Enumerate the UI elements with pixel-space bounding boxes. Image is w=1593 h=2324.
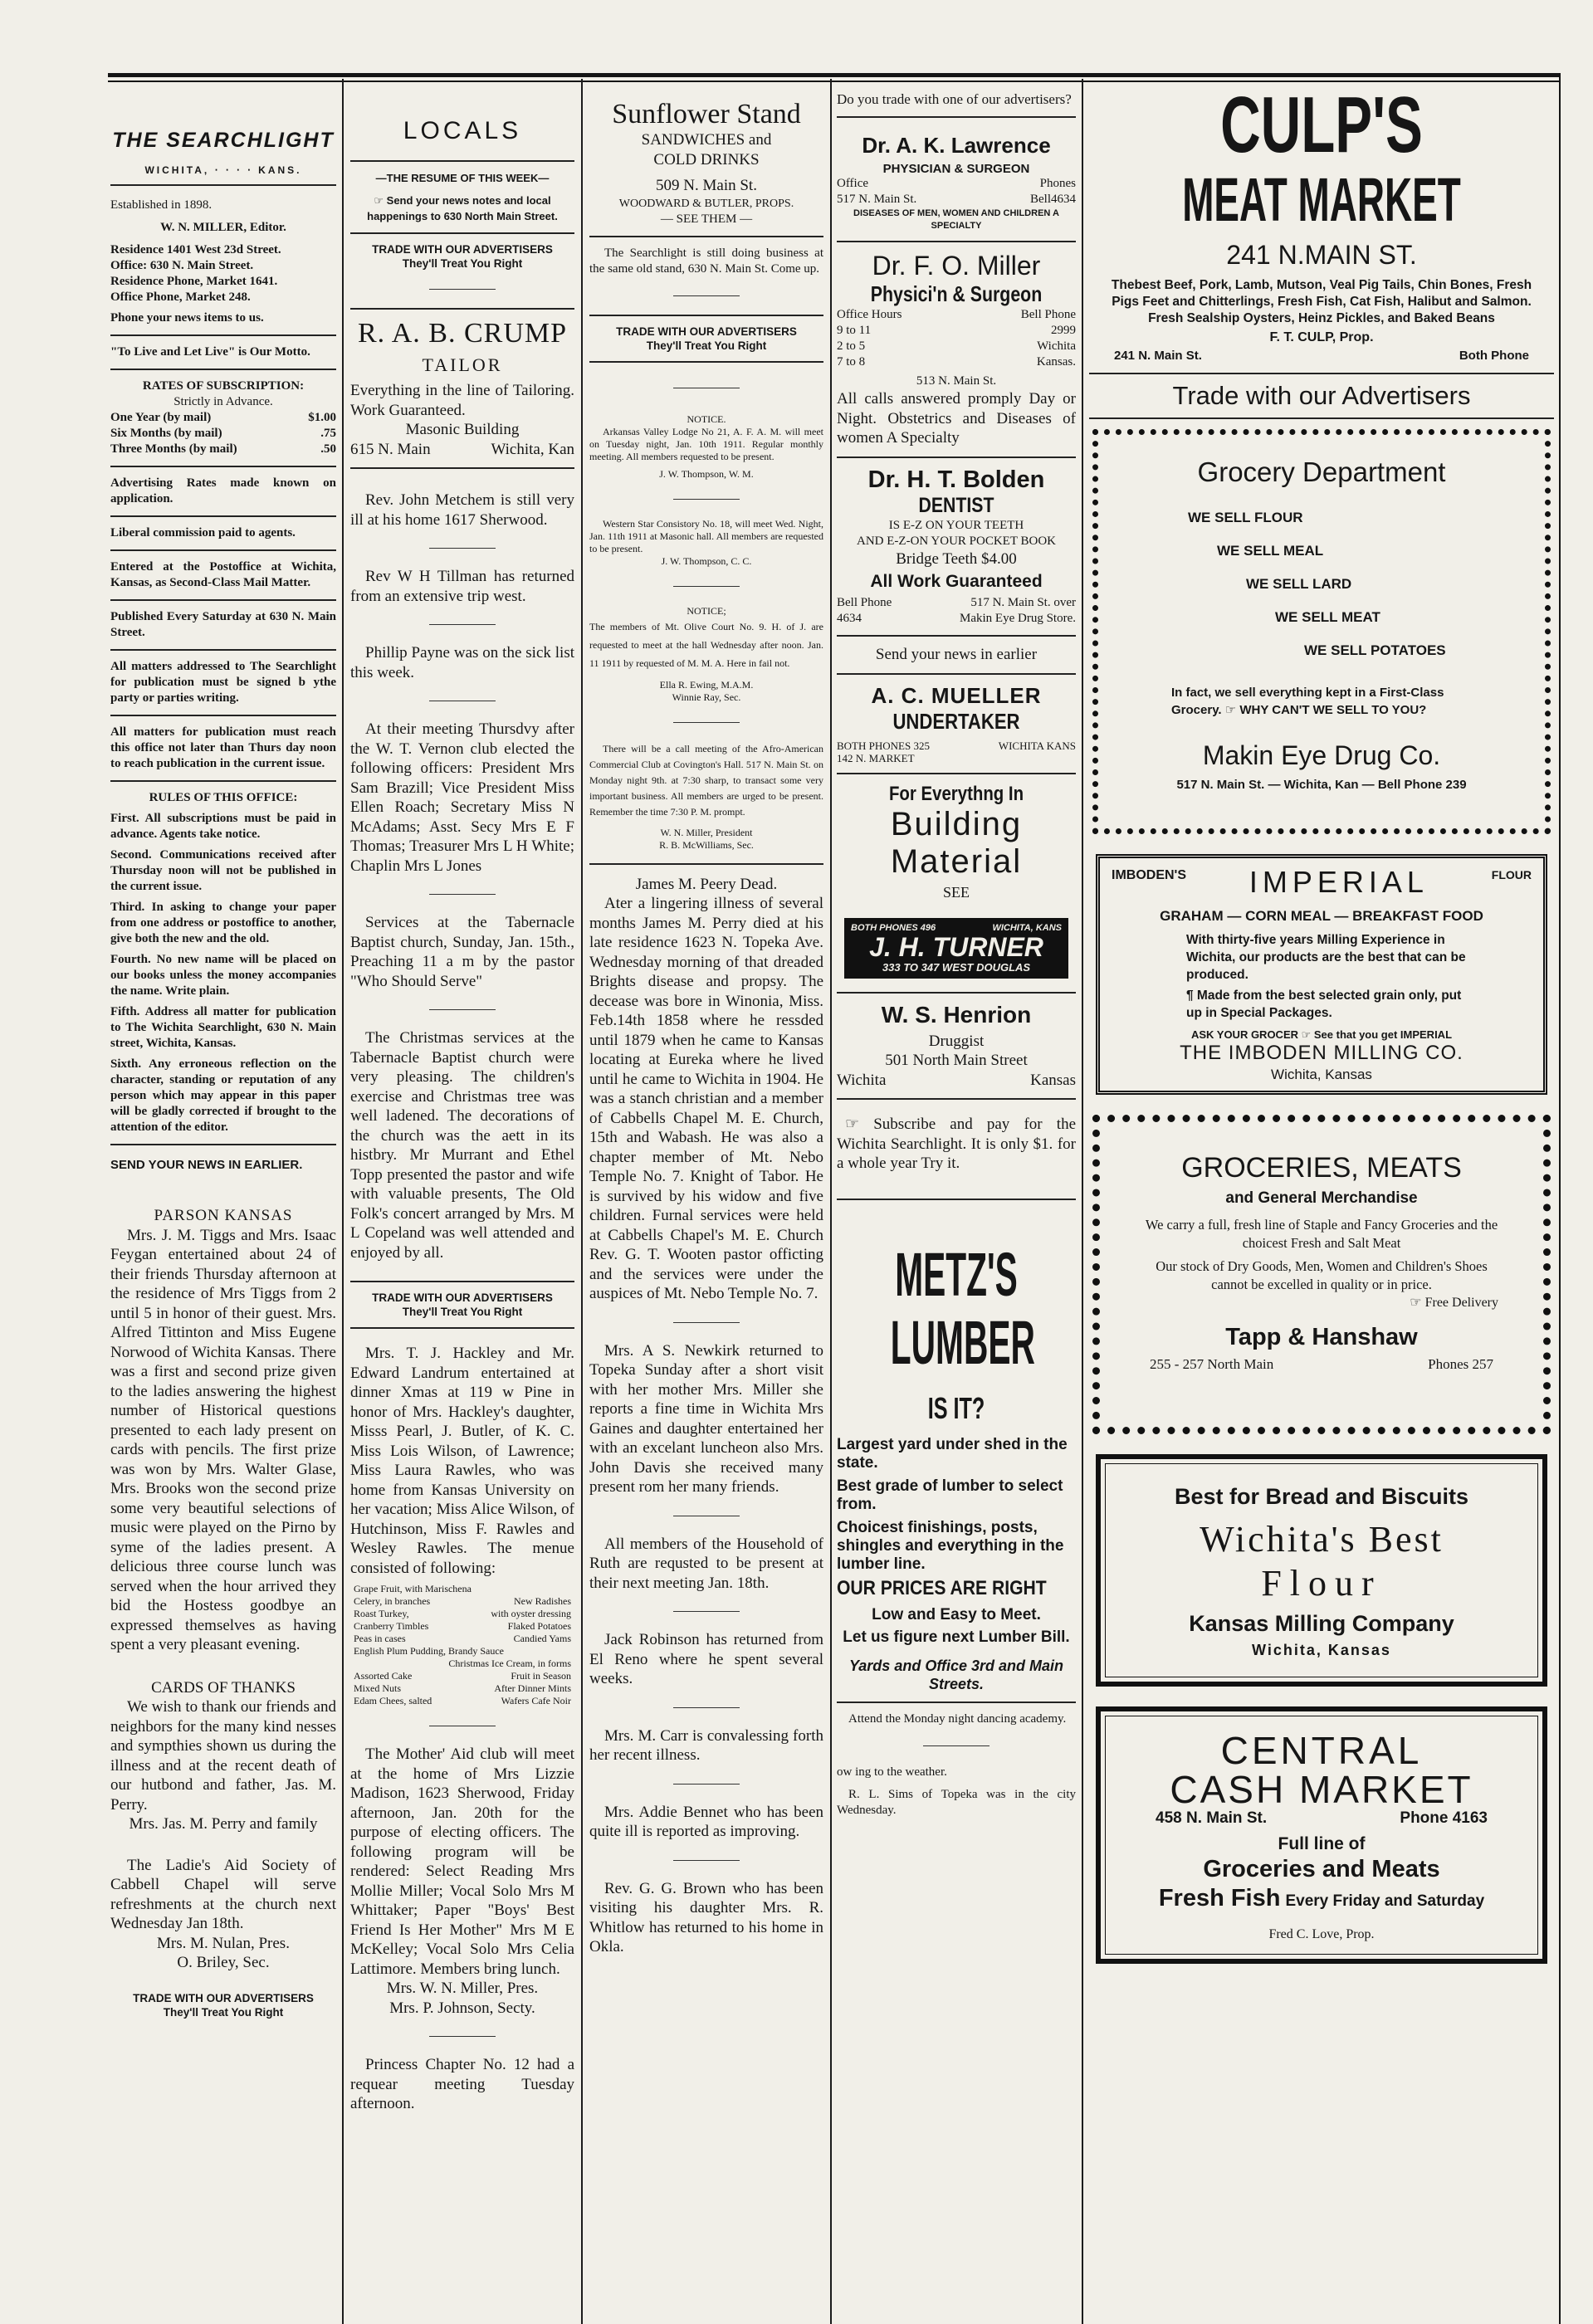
menu-item: Mixed Nuts <box>354 1682 401 1694</box>
trade-notice: TRADE WITH OUR ADVERTISERS They'll Treat You Right <box>133 1991 314 2019</box>
local-item: Phillip Payne was on the sick list this week. <box>350 644 574 681</box>
grocery-item: WE SELL MEAT <box>1275 609 1380 625</box>
mueller-address: 142 N. MARKET <box>837 751 915 764</box>
divider <box>110 466 336 467</box>
local-item: Mrs. Addie Bennet who has been quite ill is reported as improving. <box>589 1803 823 1840</box>
lawrence-title: PHYSICIAN & SURGEON <box>882 162 1030 176</box>
top-rule <box>108 73 1561 77</box>
divider <box>350 467 574 469</box>
column-notices <box>589 79 823 2324</box>
short-rule <box>923 1745 990 1746</box>
culp-prop: F. T. CULP, Prop. <box>1269 330 1374 344</box>
rates-title: RATES OF SUBSCRIPTION: <box>142 379 305 393</box>
divider <box>589 315 823 316</box>
crump-address-row: 615 N. Main Wichita, Kan <box>350 440 574 458</box>
menu-row <box>354 1595 571 1608</box>
trade-question: Do you trade with one of our advertisers? <box>837 91 1072 107</box>
crump-building: Masonic Building <box>405 421 520 438</box>
building-line: For Everythng In <box>888 782 1024 805</box>
makin-name: Makin Eye Drug Co. <box>1202 740 1441 770</box>
imboden-header: IMBODEN'S IMPERIAL FLOUR <box>1112 865 1532 899</box>
column-divider <box>1082 79 1083 2324</box>
divider <box>837 992 1076 994</box>
imboden-line: ¶ Made from the best selected grain only, put up in Special Packages. <box>1186 989 1462 1020</box>
aid-sign: Mrs. M. Nulan, Pres. <box>157 1934 290 1952</box>
short-rule <box>673 1860 740 1861</box>
imboden-city: Wichita, Kansas <box>1271 1067 1372 1082</box>
imboden-line: ASK YOUR GROCER ☞ See that you get IMPERIAL <box>1190 1028 1453 1041</box>
phone-news: Phone your news items to us. <box>110 311 264 325</box>
column-merchants <box>1089 79 1554 2324</box>
weather-fragment: ow ing to the weather. <box>837 1765 947 1779</box>
menu-item: Fruit in Season <box>511 1670 571 1682</box>
divider <box>837 116 1076 118</box>
menu-item: After Dinner Mints <box>494 1682 571 1694</box>
crump-name: R. A. B. CRUMP <box>357 318 568 349</box>
column-divider <box>342 79 344 2324</box>
metz-line: OUR PRICES ARE RIGHT <box>837 1576 1047 1599</box>
crump-body: Everything in the line of Tailoring. Work Guaranteed. <box>350 382 574 419</box>
mueller-row: BOTH PHONES 325 WICHITA KANS <box>837 739 1076 752</box>
grocery-item: WE SELL POTATOES <box>1304 642 1446 658</box>
office-phone: Office Phone, Market 248. <box>110 290 251 304</box>
divider <box>1089 417 1554 419</box>
menu-item: Cranberry Timbles <box>354 1620 429 1632</box>
sunflower-sub: COLD DRINKS <box>653 150 760 168</box>
send-notes: ☞ Send your news notes and local happenings to 630 North Main Street. <box>367 194 558 222</box>
bolden-line: IS E-Z ON YOUR TEETH <box>888 518 1024 532</box>
aid-sign: O. Briley, Sec. <box>177 1954 270 1971</box>
office-address: Office: 630 N. Main Street. <box>110 259 254 272</box>
tapp-row: 255 - 257 North Main Phones 257 <box>1150 1356 1493 1372</box>
rate-row: One Year (by mail) $1.00 <box>110 411 336 424</box>
notice-sign: J. W. Thompson, W. M. <box>659 467 754 480</box>
imboden-company: THE IMBODEN MILLING CO. <box>1180 1042 1464 1064</box>
notice-body: Western Star Consistory No. 18, will meet Wed. Night, Jan. 11th 1911 at Masonic hall. All members are requested to be present. <box>589 517 823 554</box>
rule-item: Sixth. Any erroneous reflection on the character, standing or reputation of any person which may appear in this paper will be gladly corrected if brought to the attention of the editor. <box>110 1057 336 1134</box>
princess-item: Princess Chapter No. 12 had a requear meeting Tuesday afternoon. <box>350 2056 574 2112</box>
metz-title: METZ'S <box>895 1239 1018 1309</box>
menu-item: English Plum Pudding, Brandy Sauce <box>354 1645 504 1657</box>
rates-sub: Strictly in Advance. <box>173 395 273 408</box>
trade-notice: TRADE WITH OUR ADVERTISERS They'll Treat You Right <box>372 1291 553 1318</box>
tapp-delivery: ☞ Free Delivery <box>1410 1296 1498 1310</box>
menu-row <box>354 1658 571 1670</box>
tapp-name: Tapp & Hanshaw <box>1225 1324 1418 1350</box>
kansas-milling-ad <box>1096 1454 1547 1687</box>
miller-row: 2 to 5 Wichita <box>837 339 1076 353</box>
parson-title: PARSON KANSAS <box>154 1207 293 1224</box>
aid-body: The Ladie's Aid Society of Cabbell Chapel will serve refreshments at the church next Wednesday Jan 18th. <box>110 1856 336 1932</box>
milling-line: Best for Bread and Biscuits <box>1174 1484 1469 1509</box>
culp-title: MEAT MARKET <box>1182 165 1461 234</box>
mothers-aid: The Mother' Aid club will meet at the home of Mrs Lizzie Madison, 1623 Sherwood, Friday afternoon, Jan. 20th for the purpose of electing officers. The following program will be rendered: Select Reading Mrs Mollie Miller; Vocal Solo Mrs M Whittaker; Paper "Boys' Best Friend Is Her Mother" Mrs M E McKelley; Vocal Solo Mrs Celia Lattimore. Members bring lunch. <box>350 1745 574 1978</box>
notice-title: NOTICE; <box>687 604 726 617</box>
tapp-line: Our stock of Dry Goods, Men, Women and Children's Shoes cannot be excelled in quality or in price. <box>1156 1258 1488 1292</box>
local-item: Rev. John Metchem is still very ill at his home 1617 Sherwood. <box>350 491 574 529</box>
lawrence-diseases: DISEASES OF MEN, WOMEN AND CHILDREN A SPECIALTY <box>853 208 1059 231</box>
imboden-line: With thirty-five years Milling Experience in Wichita, our products are the best that can be produced. <box>1186 933 1466 982</box>
short-rule <box>673 1707 740 1708</box>
local-item: Rev W H Tillman has returned from an extensive trip west. <box>350 568 574 605</box>
henrion-name: W. S. Henrion <box>881 1001 1032 1028</box>
miller-row: Office Hours Bell Phone <box>837 308 1076 321</box>
menu-item: Candied Yams <box>513 1633 571 1644</box>
matters-notice: All matters for publication must reach this office not later than Thurs day noon to reach publication in the current issue. <box>110 725 336 770</box>
parson-body: Mrs. J. M. Tiggs and Mrs. Isaac Feygan entertained about 24 of their friends Thursday afternoon at the residence of Mrs Tiggs from 2 until 5 in honor of their guest. Mrs. Alfred Tittinton and Miss Eugene Norwood of Wichita Kansas. There was a first and second prize given to the ladies answering the highest number of Historical questions presented to each lady present on cards with pencils. The first prize was won by Mrs. Walter Glase, Mrs. Brooks won the second prize some very beautiful selections of music were played on the Pirno by syme of the ladies present. A delicious three course lunch was served when the hour arrived they bid the Hostess goodbye an expressed themselves as having spent a very pleasant evening. <box>110 1226 336 1653</box>
tapp-title: GROCERIES, MEATS <box>1181 1152 1462 1184</box>
metz-line: Choicest finishings, posts, shingles and everything in the lumber line. <box>837 1518 1064 1573</box>
divider <box>350 160 574 162</box>
metz-line: Best grade of lumber to select from. <box>837 1477 1063 1513</box>
column-divider <box>830 79 832 2324</box>
subscribe-notice: ☞ Subscribe and pay for the Wichita Searchlight. It is only $1. for a whole year Try it. <box>837 1116 1076 1172</box>
grocery-fact: In fact, we sell everything kept in a First-Class Grocery. ☞ WHY CAN'T WE SELL TO YOU? <box>1171 686 1444 717</box>
menu-row <box>354 1670 571 1682</box>
bolden-guarantee: All Work Guaranteed <box>870 572 1043 591</box>
perry-body: Ater a lingering illness of several months James M. Perry died at his late residence 1623 N. Topeka Ave. Wednesday morning of that dreaded Brights disease and propsy. The decease was bore in Winonia, Miss. Feb.14th 1858 where he ressded until 1879 when he came to Kansas locating at Eureka where he lived until he came to Wichita in 1904. He was a stanch christian and a member of Cabbells Chapel M. E. Church, 15th and Wabash. He was also a chapter member of Mt. Nebo Temple No. 7. Knight of Tabor. He is survived by his widow and five children. Furnal services were held at Cabbells Chapel's M. E. Church Rev. G. T. Wooten pastor officting and the services were under the auspices of Mt. Nebo Temple No. 7. <box>589 895 823 1302</box>
short-rule <box>429 894 496 895</box>
menu-row <box>354 1682 571 1695</box>
menu-item: Roast Turkey, <box>354 1608 409 1619</box>
masthead-title: THE SEARCHLIGHT <box>112 129 335 152</box>
menu-item: Grape Fruit, with Marischena <box>354 1583 472 1594</box>
menu-item: New Radishes <box>514 1595 571 1607</box>
bolden-name: Dr. H. T. Bolden <box>867 466 1045 493</box>
short-rule <box>673 1322 740 1323</box>
menu-item: with oyster dressing <box>491 1608 571 1619</box>
divider <box>350 308 574 310</box>
local-item: Jack Robinson has returned from El Reno where he spent several weeks. <box>589 1631 823 1687</box>
short-rule <box>673 295 740 296</box>
column-divider <box>581 79 583 2324</box>
grocery-item: WE SELL MEAL <box>1217 543 1324 559</box>
sunflower-address: 509 N. Main St. <box>656 177 757 194</box>
short-rule <box>429 624 496 625</box>
miller-body: All calls answered promply Day or Night. Obstetrics and Diseases of women A Specialty <box>837 390 1076 447</box>
makin-address: 517 N. Main St. — Wichita, Kan — Bell Phone 239 <box>1176 778 1467 792</box>
milling-line: Kansas Milling Company <box>1189 1611 1454 1636</box>
menu-item: Celery, in branches <box>354 1595 431 1607</box>
divider <box>589 361 823 363</box>
short-rule <box>429 2036 496 2037</box>
sunflower-sub: SANDWICHES and <box>641 131 772 149</box>
henrion-row: Wichita Kansas <box>837 1071 1076 1089</box>
hackley-item: Mrs. T. J. Hackley and Mr. Edward Landrum entertained at dinner Xmas at 119 w Pine in honor of Mrs. Hackley's daughter, Misss Pearl, J. Butler, of K. C. Miss Lois Wilson, of Lawrence; Miss Laura Rawles, who was home from Kansas University on her vacation; Miss Alice Wilson, of Hutchinson, Miss F. Rawles and Wesley Rawles. The menue consisted of following: <box>350 1345 574 1577</box>
local-item: Rev. G. G. Brown who has been visiting his daughter Mrs. R. Whitlow has returned to his home in Okla. <box>589 1879 823 1955</box>
menu-item: Peas in cases <box>354 1633 406 1644</box>
menu-row <box>354 1620 571 1633</box>
metz-title: LUMBER <box>890 1307 1035 1377</box>
turner-logo: BOTH PHONES 496 WICHITA, KANS J. H. TURNER 333 TO 347 WEST DOUGLAS <box>844 918 1068 979</box>
bolden-row: 4634 Makin Eye Drug Store. <box>837 612 1076 625</box>
local-item: The Christmas services at the Tabernacle Baptist church were very pleasing. The children's exercise and Christmas tree was well ladened. The decorations of the church was the aett in its histbry. Mr Murrant and Ethel Topp presented the pastor and wife with valuable presents, The Old Folk's concert arranged by Mrs. M L Copeland was well attended and enjoyed by all. <box>350 1029 574 1262</box>
residence: Residence 1401 West 23d Street. <box>110 243 281 256</box>
divider <box>110 599 336 601</box>
local-item: Services at the Tabernacle Baptist church, Sunday, Jan. 15th., Preaching 11 a m by the pastor "Who Should Serve" <box>350 914 574 990</box>
divider <box>110 649 336 651</box>
crump-trade: TAILOR <box>422 354 503 375</box>
motto: "To Live and Let Live" is Our Motto. <box>110 345 310 359</box>
bolden-title: DENTIST <box>918 493 994 517</box>
lawrence-name: Dr. A. K. Lawrence <box>862 133 1051 158</box>
entered-notice: Entered at the Postoffice at Wichita, Kansas, as Second-Class Mail Matter. <box>110 560 336 589</box>
bolden-row: Bell Phone 517 N. Main St. over <box>837 596 1076 609</box>
column-masthead <box>110 79 336 2324</box>
rule-item: Fifth. Address all matter for publication to The Wichita Searchlight, 630 N. Main street, Wichita, Kansas. <box>110 1005 336 1050</box>
divider <box>350 1281 574 1282</box>
editor: W. N. MILLER, Editor. <box>160 221 286 234</box>
miller-row: 9 to 11 2999 <box>837 324 1076 337</box>
divider <box>837 635 1076 637</box>
rate-row: Three Months (by mail) .50 <box>110 442 336 456</box>
divider <box>110 1144 336 1145</box>
divider <box>110 780 336 782</box>
divider <box>110 549 336 551</box>
building-line: SEE <box>942 883 970 901</box>
send-news-earlier: Send your news in earlier <box>875 646 1038 663</box>
divider <box>110 715 336 716</box>
right-edge-rule <box>1559 73 1561 2324</box>
metz-question: IS IT? <box>927 1390 985 1425</box>
menu-row <box>354 1583 571 1595</box>
locals-title: LOCALS <box>403 117 522 144</box>
short-rule <box>673 722 740 723</box>
henrion-title: Druggist <box>928 1032 985 1050</box>
miller-name: Dr. F. O. Miller <box>872 251 1041 281</box>
tapp-sub: and General Merchandise <box>1225 1189 1418 1207</box>
resume-line: —THE RESUME OF THIS WEEK— <box>375 172 550 184</box>
short-rule <box>429 1009 496 1010</box>
divider <box>110 334 336 336</box>
grocery-title: Grocery Department <box>1197 456 1446 487</box>
short-rule <box>429 289 496 290</box>
sunflower-props: WOODWARD & BUTLER, PROPS. <box>618 197 794 210</box>
notice-sign: Ella R. Ewing, M.A.M. <box>659 678 754 691</box>
residence-phone: Residence Phone, Market 1641. <box>110 275 278 288</box>
grocery-ad <box>1092 429 1551 834</box>
milling-line: Wichita's Best <box>1200 1519 1444 1560</box>
milling-line: Wichita, Kansas <box>1252 1642 1391 1658</box>
culp-row: 241 N. Main St. Both Phone <box>1114 349 1529 363</box>
rule-item: First. All subscriptions must be paid in advance. Agents take notice. <box>110 812 336 841</box>
short-rule <box>673 1611 740 1612</box>
culp-title: CULP'S <box>1220 81 1423 169</box>
mothers-sign: Mrs. P. Johnson, Secty. <box>389 1999 535 2017</box>
divider <box>110 515 336 517</box>
divider <box>110 184 336 186</box>
menu-item: Christmas Ice Cream, in forms <box>448 1658 571 1669</box>
central-prop: Fred C. Love, Prop. <box>1268 1927 1375 1941</box>
cards-sign: Mrs. Jas. M. Perry and family <box>129 1815 318 1833</box>
miller-title: Physici'n & Surgeon <box>870 281 1043 306</box>
miller-row: 7 to 8 Kansas. <box>837 355 1076 369</box>
metz-line: Let us figure next Lumber Bill. <box>843 1628 1070 1646</box>
divider <box>589 863 823 865</box>
divider <box>837 1199 1076 1200</box>
perry-title: James M. Peery Dead. <box>635 875 778 893</box>
central-title: CASH MARKET <box>1170 1768 1473 1811</box>
divider <box>837 456 1076 458</box>
metz-line: Low and Easy to Meet. <box>872 1605 1041 1623</box>
notice-body: There will be a call meeting of the Afro-American Commercial Club at Covington's Hall. 517 N. Main St. on Monday night 9th. at 7:30 sharp, to transact some very important business. All members are urged to be present. Remember the time 7:30 P. M. prompt. <box>589 742 823 818</box>
send-news: SEND YOUR NEWS IN EARLIER. <box>110 1158 303 1172</box>
trade-header: Trade with our Advertisers <box>1172 381 1471 410</box>
cards-body: We wish to thank our friends and neighbors for the many kind nesses and sympthies shown us during the illness and at the recent death of our hutbond and father, Jas. M. Perry. <box>110 1698 336 1814</box>
divider <box>350 1327 574 1329</box>
notice-sign: R. B. McWilliams, Sec. <box>659 838 754 851</box>
local-item: At their meeting Thursdvy after the W. T. Vernon club elected the following officers: President Mrs Sam Brazill; Vice President Miss Ellen Roach; Secretary Miss N McAdams; Asst. Secy Mrs E F Thomas; Treasurer Mrs L H White; Chaplin Mrs L Jones <box>350 720 574 875</box>
dance-notice: Attend the Monday night dancing academy. <box>848 1711 1067 1726</box>
menu-item: Wafers Cafe Noir <box>501 1695 571 1706</box>
culp-body: Thebest Beef, Pork, Lamb, Mutson, Veal Pig Tails, Chin Bones, Fresh Pigs Feet and Chitterlings, Fresh Fish, Cat Fish, Halibut and Salmon. Fresh Sealship Oysters, Heinz Pickles, and Baked Beans <box>1111 278 1532 325</box>
matters-notice: All matters addressed to The Searchlight for publication must be signed b ythe party or parties writing. <box>110 660 336 705</box>
divider <box>837 673 1076 675</box>
menu-item: Assorted Cake <box>354 1670 413 1682</box>
short-rule <box>429 548 496 549</box>
local-item: Mrs. M. Carr is convalessing forth her recent illness. <box>589 1726 823 1764</box>
mothers-sign: Mrs. W. N. Miller, Pres. <box>386 1980 539 1997</box>
divider <box>350 232 574 234</box>
sunflower-see: — SEE THEM — <box>660 212 753 226</box>
rule-item: Second. Communications received after Thursday noon will not be published in the current issue. <box>110 848 336 893</box>
trade-notice: TRADE WITH OUR ADVERTISERS They'll Treat You Right <box>372 243 553 270</box>
metz-line: Yards and Office 3rd and Main Streets. <box>848 1657 1064 1692</box>
divider <box>110 369 336 370</box>
commission: Liberal commission paid to agents. <box>110 526 296 540</box>
divider <box>1089 373 1554 374</box>
cards-title: CARDS OF THANKS <box>151 1678 296 1697</box>
rate-row: Six Months (by mail) .75 <box>110 427 336 440</box>
short-rule <box>673 586 740 587</box>
local-item: Mrs. A S. Newkirk returned to Topeka Sunday after a short visit with her mother Mrs. Miller she reports a fine time in Wichita Mrs Gaines and daughter entertained her with an excelant luncheon also Mrs. John Davis she received many present rom her many friends. <box>589 1341 823 1496</box>
divider <box>837 1702 1076 1703</box>
culp-address: 241 N.MAIN ST. <box>1226 240 1417 270</box>
published-notice: Published Every Saturday at 630 N. Main Street. <box>110 610 336 639</box>
established: Established in 1898. <box>110 198 213 212</box>
mueller-name: A. C. MUELLER <box>871 682 1042 708</box>
divider <box>837 773 1076 774</box>
dinner-menu <box>354 1583 571 1707</box>
notice-body: The members of Mt. Olive Court No. 9. H. of J. are requested to meet at the hall Wednesday after noon. Jan. 11 1911 by requested of M. M. A. Here in fail not. <box>589 620 823 669</box>
sunflower-title: Sunflower Stand <box>612 99 801 129</box>
central-fish-row: Fresh Fish Every Friday and Saturday <box>1158 1885 1485 1911</box>
notice-title: NOTICE. <box>687 413 726 425</box>
notice-sign: W. N. Miller, President <box>660 826 753 838</box>
rules-title: RULES OF THIS OFFICE: <box>149 791 298 804</box>
rule-item: Fourth. No new name will be placed on our books unless the money accompanies the name. Write plain. <box>110 953 336 998</box>
bolden-line: Bridge Teeth $4.00 <box>896 549 1017 568</box>
lawrence-row: Office Phones <box>837 177 1076 190</box>
notice-sign: J. W. Thompson, C. C. <box>661 554 752 567</box>
stand-notice: The Searchlight is still doing business at the same old stand, 630 N. Main St. Come up. <box>589 246 823 276</box>
central-line: Full line of <box>1278 1834 1366 1853</box>
tapp-line: We carry a full, fresh line of Staple and Fancy Groceries and the choicest Fresh and Salt Meat <box>1145 1217 1498 1251</box>
building-line: Material <box>890 842 1023 880</box>
column-ads <box>837 79 1076 2324</box>
trade-notice: TRADE WITH OUR ADVERTISERS They'll Treat You Right <box>616 325 797 352</box>
menu-item: Flaked Potatoes <box>507 1620 571 1632</box>
notice-sign: Winnie Ray, Sec. <box>672 691 741 703</box>
metz-line: Largest yard under shed in the state. <box>837 1435 1068 1472</box>
grocery-item: WE SELL FLOUR <box>1188 510 1303 525</box>
short-rule <box>673 499 740 500</box>
central-title: CENTRAL <box>1220 1729 1423 1772</box>
building-line: Building <box>890 805 1023 842</box>
milling-line: Flour <box>1261 1563 1382 1604</box>
lawrence-row: 517 N. Main St. Bell4634 <box>837 193 1076 206</box>
imboden-products: GRAHAM — CORN MEAL — BREAKFAST FOOD <box>1160 908 1483 924</box>
advertising-rates: Advertising Rates made known on application. <box>110 476 336 505</box>
henrion-address: 501 North Main Street <box>885 1052 1028 1069</box>
divider <box>589 236 823 237</box>
grocery-item: WE SELL LARD <box>1246 576 1352 592</box>
menu-item: Edam Chees, salted <box>354 1695 432 1706</box>
menu-row <box>354 1633 571 1645</box>
central-row: 458 N. Main St. Phone 4163 <box>1156 1809 1488 1827</box>
miller-address: 513 N. Main St. <box>916 374 997 388</box>
divider <box>837 241 1076 242</box>
menu-row <box>354 1645 571 1658</box>
imboden-ad <box>1096 854 1547 1095</box>
central-line: Groceries and Meats <box>1203 1856 1440 1882</box>
sims-item: R. L. Sims of Topeka was in the city Wednesday. <box>837 1787 1076 1817</box>
local-item: All members of the Household of Ruth are requsted to be present at their next meeting Jan. 18th. <box>589 1535 823 1592</box>
central-cash-ad <box>1096 1706 1547 1964</box>
menu-row <box>354 1608 571 1620</box>
menu-row <box>354 1695 571 1707</box>
mueller-title: UNDERTAKER <box>892 708 1020 734</box>
tapp-ad <box>1092 1115 1551 1434</box>
rule-item: Third. In asking to change your paper from one address or postoffice to another, give both the new and the old. <box>110 901 336 945</box>
notice-body: Arkansas Valley Lodge No 21, A. F. A. M. will meet on Tuesday night, Jan. 10th 1911. Regular monthly meeting. All members requested to be present. <box>589 425 823 462</box>
divider <box>837 1098 1076 1100</box>
column-locals <box>350 79 574 2324</box>
bolden-line: AND E-Z-ON YOUR POCKET BOOK <box>857 534 1056 548</box>
masthead-subline: WICHITA, ‧ ‧ ‧ ‧ KANS. <box>144 164 302 176</box>
